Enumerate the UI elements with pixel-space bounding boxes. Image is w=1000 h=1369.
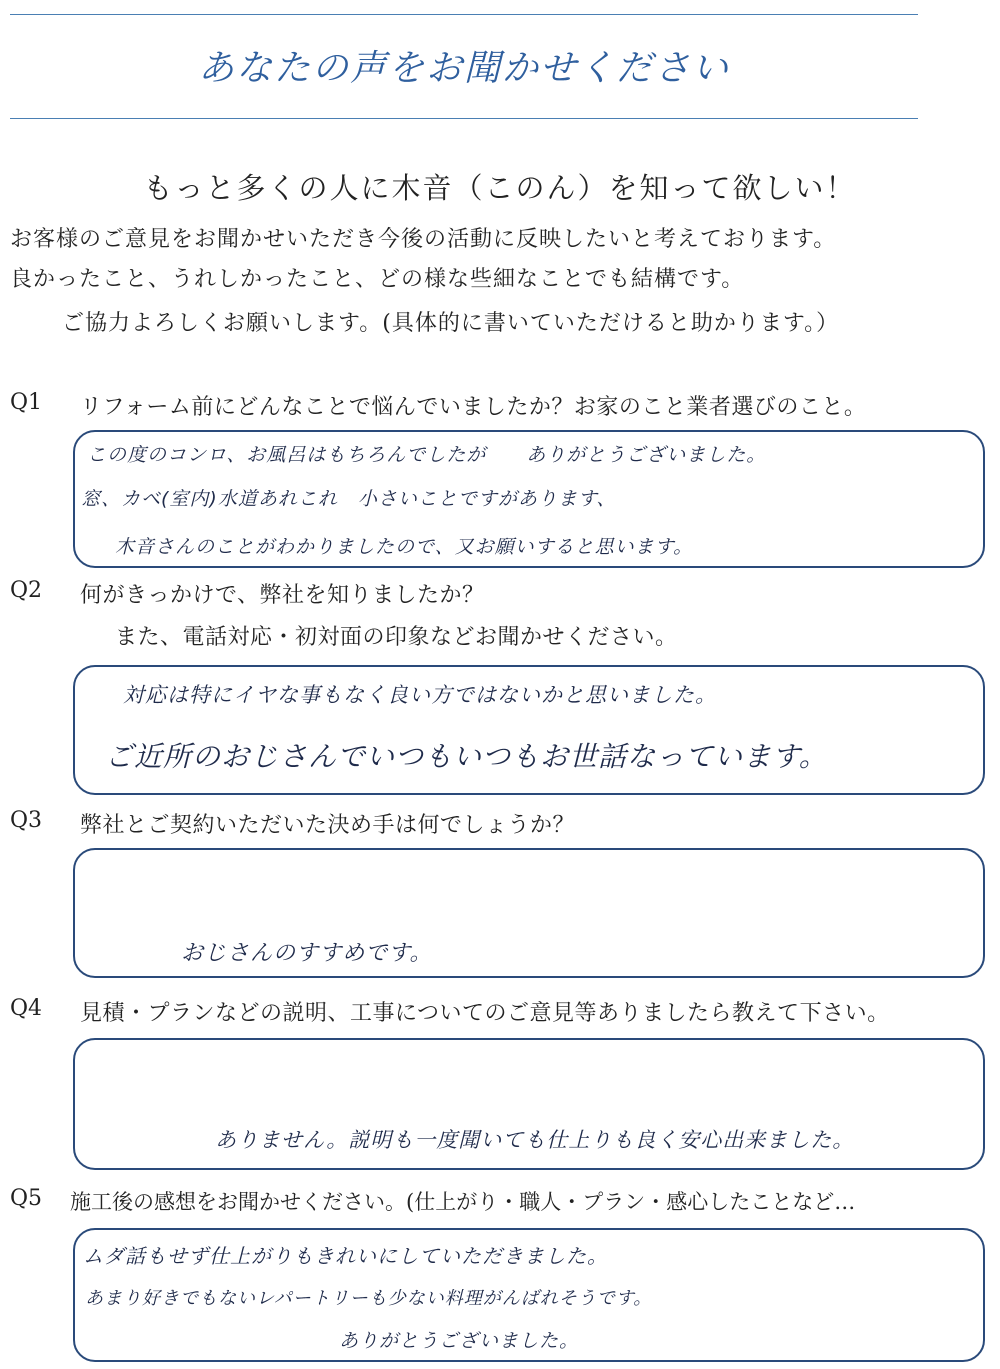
q1-answer-box bbox=[73, 430, 985, 568]
q5-answer-line-1: ムダ話もせず仕上がりもきれいにしていただきました。 bbox=[83, 1244, 608, 1268]
q5-answer-line-2: あまり好きでもないレパートリーも少ない料理がんばれそうです。 bbox=[85, 1288, 653, 1309]
q1-answer-line-1: この度のコンロ、お風呂はもちろんでしたが ありがとうございました。 bbox=[87, 444, 767, 466]
q3-text: 弊社とご契約いただいた決め手は何でしょうか？ bbox=[80, 813, 576, 838]
top-rule bbox=[10, 14, 918, 15]
q2-answer-box bbox=[73, 665, 985, 795]
q5-number: Q5 bbox=[10, 1186, 43, 1211]
q3-answer-line-1: おじさんのすすめです。 bbox=[181, 941, 433, 966]
intro-line-2: 良かったこと、うれしかったこと、どの様な些細なことでも結構です。 bbox=[10, 267, 745, 292]
headline: もっと多くの人に木音（このん）を知って欲しい！ bbox=[143, 171, 857, 205]
q2-text-2: また、電話対応・初対面の印象などお聞かせください。 bbox=[115, 625, 678, 650]
q3-number: Q3 bbox=[10, 808, 43, 833]
q2-text: 何がきっかけで、弊社を知りましたか？ bbox=[80, 583, 485, 608]
q2-answer-line-2: ご近所のおじさんでいつもいつもお世話なっています。 bbox=[105, 740, 828, 773]
q3-answer-box bbox=[73, 848, 985, 978]
q4-answer-box bbox=[73, 1038, 985, 1170]
q1-answer-line-2: 窓、カベ(室内)水道あれこれ 小さいことですがあります、 bbox=[81, 488, 617, 510]
intro-line-3: ご協力よろしくお願いします。(具体的に書いていただけると助かります。） bbox=[62, 311, 840, 336]
page-title: あなたの声をお聞かせください bbox=[197, 48, 730, 89]
q5-answer-line-3: ありがとうございました。 bbox=[339, 1330, 580, 1352]
q1-text: リフォーム前にどんなことで悩んでいましたか？お家のこと業者選びのこと。 bbox=[80, 395, 867, 420]
q4-number: Q4 bbox=[10, 996, 43, 1021]
q1-answer-line-3: 木音さんのことがわかりましたので、又お願いすると思います。 bbox=[115, 536, 694, 558]
q4-answer-line-1: ありません。説明も一度聞いても仕上りも良く安心出来ました。 bbox=[215, 1128, 855, 1152]
q5-text: 施工後の感想をお聞かせください。(仕上がり・職人・プラン・感心したことなど… bbox=[70, 1190, 856, 1214]
q4-text: 見積・プランなどの説明、工事についてのご意見等ありましたら教えて下さい。 bbox=[80, 1001, 890, 1026]
q1-number: Q1 bbox=[10, 390, 43, 415]
q2-number: Q2 bbox=[10, 578, 43, 603]
title-underline-rule bbox=[10, 118, 918, 119]
intro-line-1: お客様のご意見をお聞かせいただき今後の活動に反映したいと考えております。 bbox=[10, 227, 837, 252]
q2-answer-line-1: 対応は特にイヤな事もなく良い方ではないかと思いました。 bbox=[123, 683, 717, 707]
q5-answer-box bbox=[73, 1228, 985, 1362]
